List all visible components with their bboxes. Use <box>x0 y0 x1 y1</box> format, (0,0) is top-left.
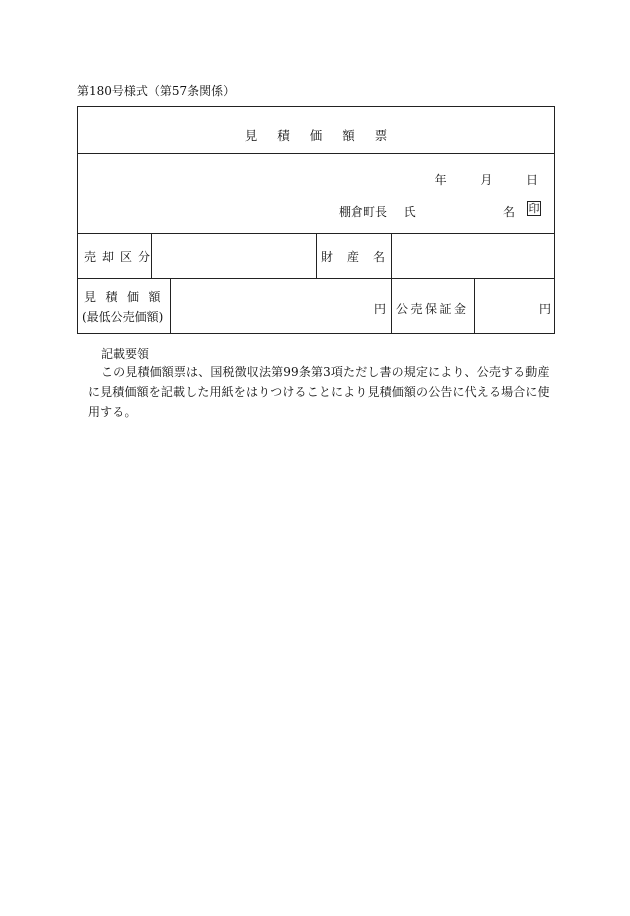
form-number: 第180号様式（第57条関係） <box>77 84 236 98</box>
form-title: 見積価額票 <box>244 128 408 143</box>
sale-category-field[interactable] <box>156 248 311 264</box>
notes-body: この見積価額票は、国税徴収法第99条第3項ただし書の規定により、公売する動産に見積価額を記載した用紙をはりつけることにより見積価額の公告に代える場合に使用する。 <box>88 365 550 419</box>
seal-box: 印 <box>528 202 540 215</box>
property-name-label: 財産名 <box>321 250 400 264</box>
deposit-label: 公売保証金 <box>396 302 469 316</box>
sale-category-label: 売却区分 <box>84 250 157 264</box>
divider <box>474 278 475 334</box>
date-line <box>435 171 538 188</box>
divider <box>78 153 554 154</box>
estimated-price-unit: 円 <box>374 302 387 316</box>
divider <box>316 233 317 278</box>
addressee-honorific: 氏 <box>403 205 416 219</box>
divider <box>170 278 171 334</box>
estimate-form <box>77 106 555 334</box>
date-month: 月 <box>480 173 493 187</box>
date-day: 日 <box>525 173 538 187</box>
divider <box>78 278 554 279</box>
name-label: 名 <box>503 205 516 219</box>
estimated-price-label: 見積価額 <box>84 290 171 304</box>
date-year: 年 <box>434 173 447 187</box>
divider <box>391 278 392 334</box>
notes-heading: 記載要領 <box>101 347 150 361</box>
addressee-line <box>339 203 416 220</box>
addressee-office: 棚倉町長 <box>339 205 388 219</box>
property-name-field[interactable] <box>396 248 551 264</box>
deposit-unit: 円 <box>539 302 552 316</box>
estimated-price-sublabel: (最低公売価額) <box>82 310 164 324</box>
